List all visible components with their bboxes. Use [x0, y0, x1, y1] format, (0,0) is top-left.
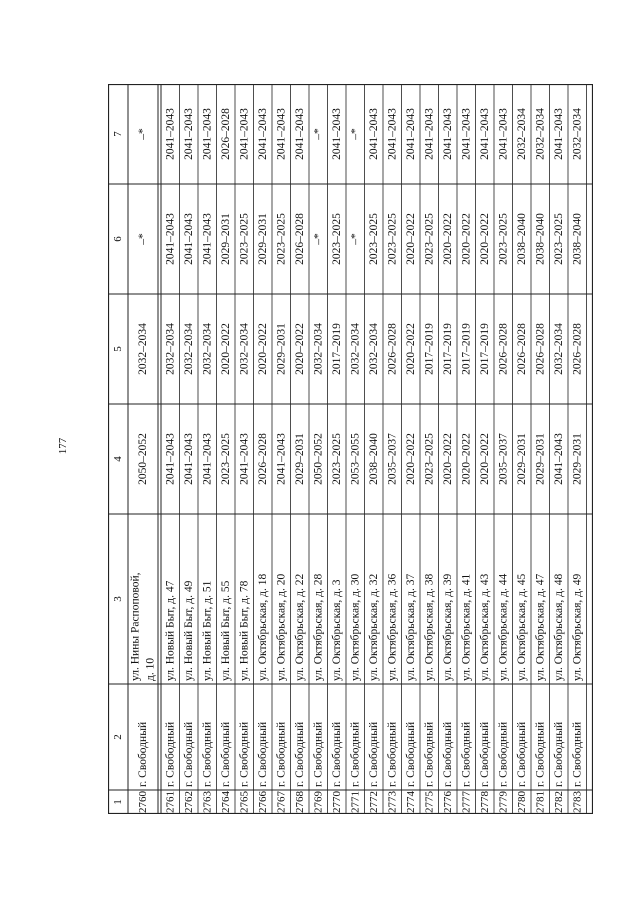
row-number: 2762	[182, 791, 195, 813]
row-number: 2768	[293, 791, 306, 813]
period-cell: 2032–2034	[515, 108, 528, 160]
column-number-header: 6	[112, 236, 124, 242]
row-number: 2782	[552, 791, 565, 813]
town-cell: г. Свободный	[534, 721, 547, 787]
period-cell: 2020–2022	[441, 433, 454, 485]
address-cell: ул. Октябрьская, д. 48	[552, 573, 565, 681]
period-cell: 2050–2052	[137, 433, 149, 485]
address-cell: ул. Октябрьская, д. 41	[460, 573, 473, 681]
period-cell: 2032–2034	[552, 323, 565, 375]
period-cell: 2023–2025	[330, 213, 343, 265]
period-cell: 2038–2040	[534, 213, 547, 265]
address-cell: ул. Октябрьская, д. 43	[478, 573, 491, 681]
town-cell: г. Свободный	[367, 721, 380, 787]
period-cell: 2020–2022	[404, 433, 417, 485]
address-cell: ул. Октябрьская, д. 36	[386, 573, 399, 681]
town-cell: г. Свободный	[386, 721, 399, 787]
address-cell: ул. Октябрьская, д. 28	[312, 573, 325, 681]
period-cell: 2041–2043	[423, 108, 436, 160]
row-number: 2767	[275, 791, 288, 813]
town-cell: г. Свободный	[137, 721, 149, 787]
row-number: 2764	[219, 791, 232, 813]
address-cell: ул. Октябрьская, д. 32	[367, 573, 380, 681]
address-cell: ул. Октябрьская, д. 44	[497, 573, 510, 681]
period-cell: 2023–2025	[275, 213, 288, 265]
row-number: 2765	[238, 791, 251, 813]
town-cell: г. Свободный	[497, 721, 510, 787]
period-cell: 2029–2031	[275, 323, 288, 375]
period-cell: 2041–2043	[201, 108, 214, 160]
period-cell: 2020–2022	[460, 213, 473, 265]
period-cell: 2050–2052	[312, 433, 325, 485]
period-cell: 2029–2031	[515, 433, 528, 485]
town-cell: г. Свободный	[478, 721, 491, 787]
address-cell: ул. Октябрьская, д. 3	[330, 579, 343, 681]
period-cell: 2041–2043	[201, 433, 214, 485]
period-cell: 2035–2037	[497, 433, 510, 485]
period-cell: 2041–2043	[330, 108, 343, 160]
period-cell: 2020–2022	[404, 213, 417, 265]
town-cell: г. Свободный	[423, 721, 436, 787]
period-cell: 2029–2031	[571, 433, 584, 485]
period-cell: 2038–2040	[367, 433, 380, 485]
row-number: 2777	[460, 791, 473, 813]
period-cell: 2029–2031	[219, 213, 232, 265]
period-cell: 2041–2043	[460, 108, 473, 160]
period-cell: 2026–2028	[571, 323, 584, 375]
period-cell: 2017–2019	[330, 323, 343, 375]
town-cell: г. Свободный	[182, 721, 195, 787]
period-cell: 2017–2019	[478, 323, 491, 375]
row-number: 2769	[312, 791, 325, 813]
period-cell: 2020–2022	[460, 433, 473, 485]
town-cell: г. Свободный	[256, 721, 269, 787]
period-cell: 2041–2043	[552, 108, 565, 160]
address-cell: ул. Октябрьская, д. 38	[423, 573, 436, 681]
period-cell: 2041–2043	[164, 433, 177, 485]
address-cell: ул. Октябрьская, д. 20	[275, 573, 288, 681]
row-number: 2776	[441, 791, 454, 813]
period-cell: 2041–2043	[201, 213, 214, 265]
period-cell: 2041–2043	[386, 108, 399, 160]
period-cell: 2041–2043	[478, 108, 491, 160]
town-cell: г. Свободный	[349, 721, 362, 787]
address-cell: ул. Новый Быт, д. 51	[201, 580, 214, 681]
column-number-header: 4	[112, 456, 124, 462]
period-cell: 2032–2034	[571, 108, 584, 160]
period-cell: 2023–2025	[386, 213, 399, 265]
period-cell: 2023–2025	[497, 213, 510, 265]
period-cell: 2023–2025	[552, 213, 565, 265]
address-cell: ул. Новый Быт, д. 47	[164, 580, 177, 681]
town-cell: г. Свободный	[275, 721, 288, 787]
town-cell: г. Свободный	[460, 721, 473, 787]
address-cell: ул. Октябрьская, д. 45	[515, 573, 528, 681]
period-cell: 2026–2028	[219, 108, 232, 160]
period-cell: 2041–2043	[367, 108, 380, 160]
period-cell: 2032–2034	[201, 323, 214, 375]
period-cell: 2020–2022	[293, 323, 306, 375]
period-cell: 2020–2022	[478, 213, 491, 265]
town-cell: г. Свободный	[515, 721, 528, 787]
period-cell: 2032–2034	[137, 323, 149, 375]
period-cell: 2032–2034	[182, 323, 195, 375]
column-number-header: 7	[112, 131, 124, 137]
period-cell: 2029–2031	[534, 433, 547, 485]
period-cell: 2023–2025	[423, 433, 436, 485]
address-cell: д. 10	[144, 657, 157, 681]
town-cell: г. Свободный	[201, 721, 214, 787]
row-number: 2773	[386, 791, 399, 813]
period-cell: 2023–2025	[367, 213, 380, 265]
row-number: 2760	[137, 791, 149, 813]
period-cell: 2026–2028	[497, 323, 510, 375]
period-cell: 2026–2028	[293, 213, 306, 265]
period-cell: 2023–2025	[238, 213, 251, 265]
row-number: 2772	[367, 791, 380, 813]
period-cell: 2032–2034	[534, 108, 547, 160]
column-number-header: 2	[112, 734, 124, 740]
row-number: 2781	[534, 791, 547, 813]
period-cell: –*	[312, 233, 325, 245]
period-cell: 2023–2025	[219, 433, 232, 485]
period-cell: 2041–2043	[182, 433, 195, 485]
address-cell: ул. Новый Быт, д. 55	[219, 580, 232, 681]
period-cell: 2020–2022	[404, 323, 417, 375]
address-cell: ул. Октябрьская, д. 37	[404, 573, 417, 681]
period-cell: 2029–2031	[293, 433, 306, 485]
period-cell: 2026–2028	[256, 433, 269, 485]
column-number-header: 1	[112, 799, 124, 805]
address-cell: ул. Октябрьская, д. 30	[349, 573, 362, 681]
period-cell: 2041–2043	[238, 108, 251, 160]
row-number: 2761	[164, 791, 177, 813]
period-cell: 2041–2043	[182, 108, 195, 160]
town-cell: г. Свободный	[552, 721, 565, 787]
town-cell: г. Свободный	[164, 721, 177, 787]
town-cell: г. Свободный	[312, 721, 325, 787]
address-cell: ул. Октябрьская, д. 39	[441, 573, 454, 681]
period-cell: 2020–2022	[441, 213, 454, 265]
period-cell: 2032–2034	[312, 323, 325, 375]
address-cell: ул. Октябрьская, д. 22	[293, 573, 306, 681]
row-number: 2766	[256, 791, 269, 813]
town-cell: г. Свободный	[238, 721, 251, 787]
period-cell: 2017–2019	[441, 323, 454, 375]
address-cell: ул. Новый Быт, д. 78	[238, 580, 251, 681]
period-cell: 2017–2019	[460, 323, 473, 375]
period-cell: 2023–2025	[330, 433, 343, 485]
period-cell: 2038–2040	[515, 213, 528, 265]
period-cell: 2041–2043	[552, 433, 565, 485]
period-cell: 2032–2034	[367, 323, 380, 375]
page-number: 177	[57, 437, 69, 455]
period-cell: 2041–2043	[275, 108, 288, 160]
period-cell: 2041–2043	[238, 433, 251, 485]
town-cell: г. Свободный	[219, 721, 232, 787]
town-cell: г. Свободный	[571, 721, 584, 787]
table-grid	[108, 84, 593, 814]
row-number: 2779	[497, 791, 510, 813]
address-cell: ул. Октябрьская, д. 49	[571, 573, 584, 681]
address-cell: ул. Нины Распоповой,	[129, 572, 142, 681]
rotated-data-table	[108, 84, 593, 814]
period-cell: 2041–2043	[182, 213, 195, 265]
row-number: 2783	[571, 791, 584, 813]
period-cell: 2041–2043	[164, 213, 177, 265]
period-cell: 2026–2028	[386, 323, 399, 375]
town-cell: г. Свободный	[404, 721, 417, 787]
period-cell: 2041–2043	[164, 108, 177, 160]
period-cell: 2020–2022	[478, 433, 491, 485]
period-cell: –*	[137, 233, 149, 245]
period-cell: 2032–2034	[164, 323, 177, 375]
row-number: 2778	[478, 791, 491, 813]
period-cell: 2020–2022	[219, 323, 232, 375]
period-cell: 2023–2025	[423, 213, 436, 265]
address-cell: ул. Октябрьская, д. 18	[256, 573, 269, 681]
column-number-header: 5	[112, 346, 124, 352]
town-cell: г. Свободный	[330, 721, 343, 787]
period-cell: 2026–2028	[534, 323, 547, 375]
row-number: 2780	[515, 791, 528, 813]
row-number: 2763	[201, 791, 214, 813]
period-cell: 2032–2034	[238, 323, 251, 375]
period-cell: 2032–2034	[349, 323, 362, 375]
row-number: 2775	[423, 791, 436, 813]
column-number-header: 3	[112, 596, 124, 602]
period-cell: –*	[312, 128, 325, 140]
period-cell: 2029–2031	[256, 213, 269, 265]
period-cell: 2038–2040	[571, 213, 584, 265]
town-cell: г. Свободный	[441, 721, 454, 787]
period-cell: 2041–2043	[441, 108, 454, 160]
period-cell: 2035–2037	[386, 433, 399, 485]
town-cell: г. Свободный	[293, 721, 306, 787]
period-cell: 2041–2043	[293, 108, 306, 160]
period-cell: 2041–2043	[275, 433, 288, 485]
row-number: 2774	[404, 791, 417, 813]
row-number: 2770	[330, 791, 343, 813]
period-cell: 2041–2043	[404, 108, 417, 160]
period-cell: –*	[137, 128, 149, 140]
period-cell: 2041–2043	[256, 108, 269, 160]
period-cell: 2026–2028	[515, 323, 528, 375]
period-cell: 2041–2043	[497, 108, 510, 160]
address-cell: ул. Новый Быт, д. 49	[182, 580, 195, 681]
row-number: 2771	[349, 791, 362, 813]
period-cell: –*	[349, 233, 362, 245]
period-cell: 2020–2022	[256, 323, 269, 375]
period-cell: –*	[349, 128, 362, 140]
address-cell: ул. Октябрьская, д. 47	[534, 573, 547, 681]
period-cell: 2017–2019	[423, 323, 436, 375]
period-cell: 2053–2055	[349, 433, 362, 485]
